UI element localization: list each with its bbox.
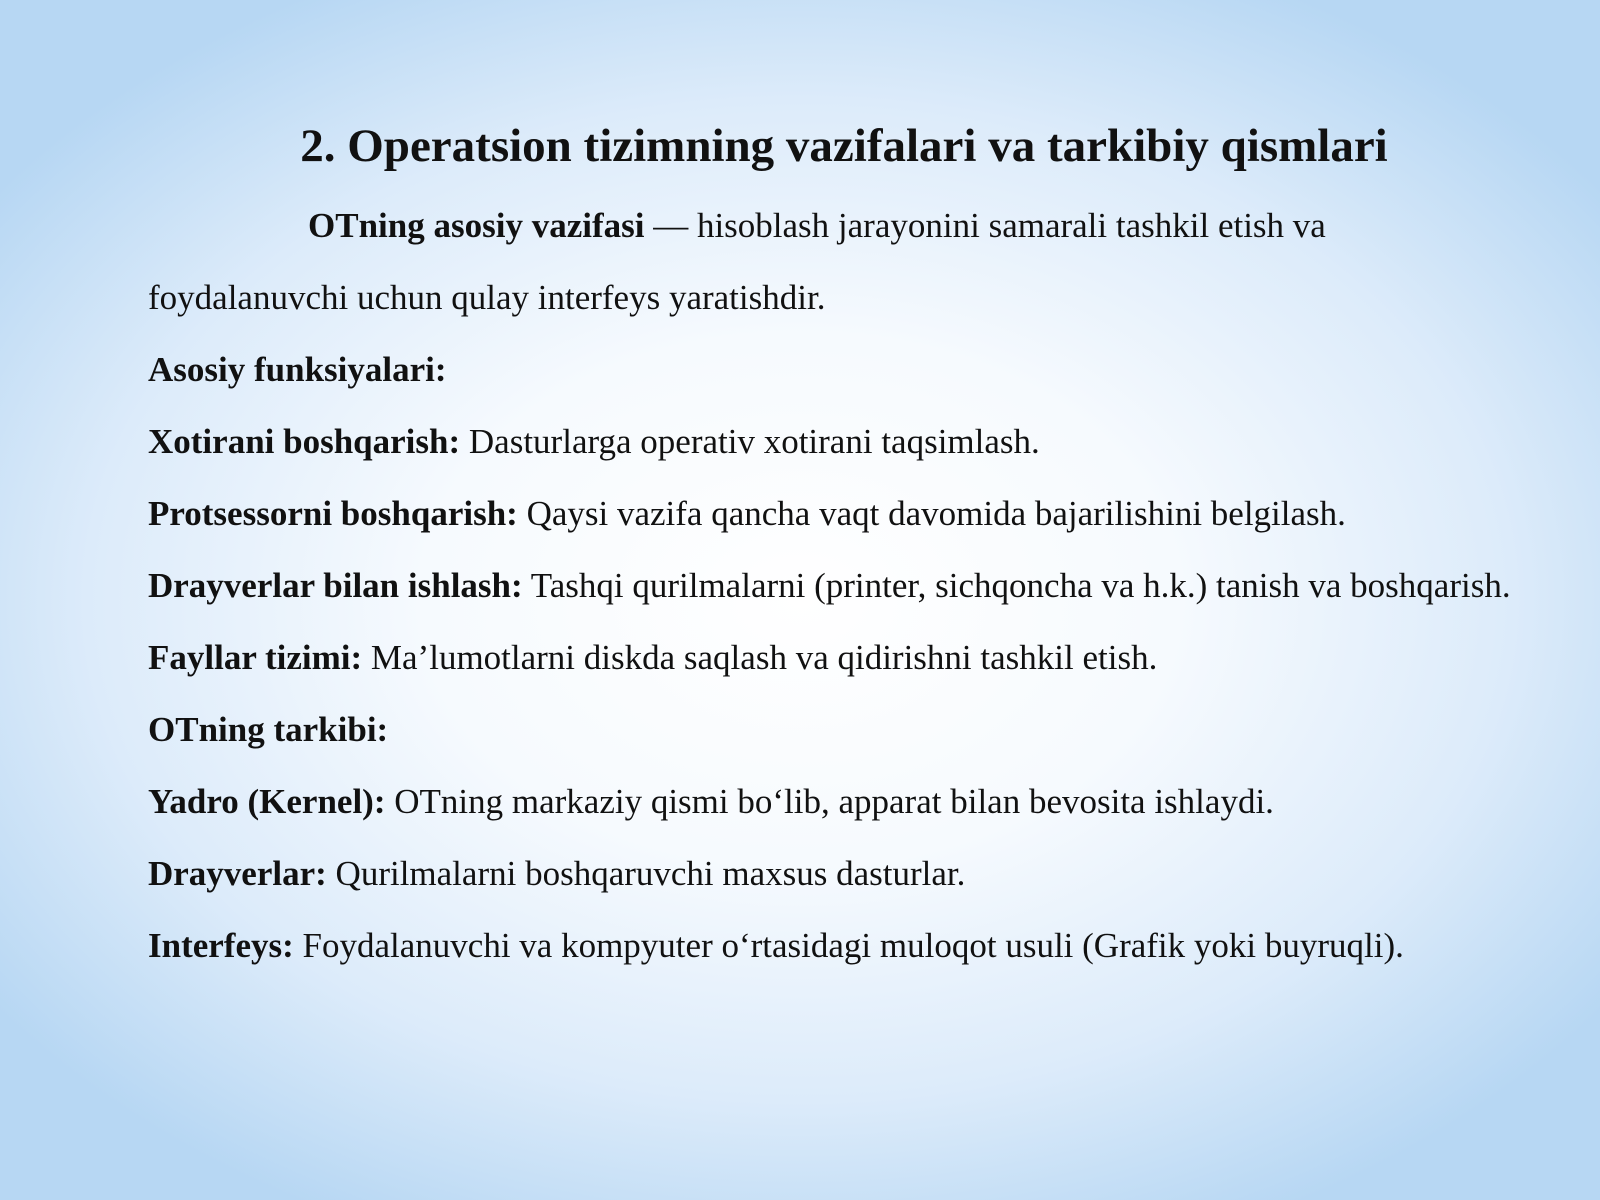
function-desc: Dasturlarga operativ xotirani taqsimlash. <box>460 422 1040 461</box>
functions-heading <box>148 334 1523 406</box>
intro-paragraph <box>148 190 1523 334</box>
function-item-processor <box>148 478 1523 550</box>
component-desc: Qurilmalarni boshqaruvchi maxsus dasturlar. <box>326 854 966 893</box>
function-item-drivers <box>148 550 1523 622</box>
component-item-drivers <box>148 838 1523 910</box>
component-item-kernel <box>148 766 1523 838</box>
function-desc: Ma’lumotlarni diskda saqlash va qidirishni tashkil etish. <box>362 638 1158 677</box>
component-desc: Foydalanuvchi va kompyuter o‘rtasidagi muloqot usuli (Grafik yoki buyruqli). <box>293 926 1404 965</box>
functions-heading-text: Asosiy funksiyalari: <box>148 350 447 389</box>
function-term: Drayverlar bilan ishlash: <box>148 566 523 605</box>
slide-body <box>148 190 1523 982</box>
function-item-memory <box>148 406 1523 478</box>
function-term: Fayllar tizimi: <box>148 638 363 677</box>
function-item-filesystem <box>148 622 1523 694</box>
slide-title: 2. Operatsion tizimning vazifalari va tarkibiy qismlari <box>300 120 1388 172</box>
intro-term: OTning asosiy vazifasi <box>308 206 645 245</box>
component-term: Interfeys: <box>148 926 294 965</box>
function-desc: Qaysi vazifa qancha vaqt davomida bajarilishini belgilash. <box>517 494 1346 533</box>
components-heading-text: OTning tarkibi: <box>148 710 389 749</box>
component-desc: OTning markaziy qismi bo‘lib, apparat bilan bevosita ishlaydi. <box>385 782 1274 821</box>
components-heading <box>148 694 1523 766</box>
component-item-interface <box>148 910 1523 982</box>
component-term: Yadro (Kernel): <box>148 782 386 821</box>
intro-text: — hisoblash jarayonini samarali tashkil etish va foydalanuvchi uchun qulay interfeys yaratishdir. <box>148 206 1326 317</box>
component-term: Drayverlar: <box>148 854 327 893</box>
function-term: Protsessorni boshqarish: <box>148 494 518 533</box>
function-term: Xotirani boshqarish: <box>148 422 461 461</box>
function-desc: Tashqi qurilmalarni (printer, sichqoncha va h.k.) tanish va boshqarish. <box>522 566 1511 605</box>
